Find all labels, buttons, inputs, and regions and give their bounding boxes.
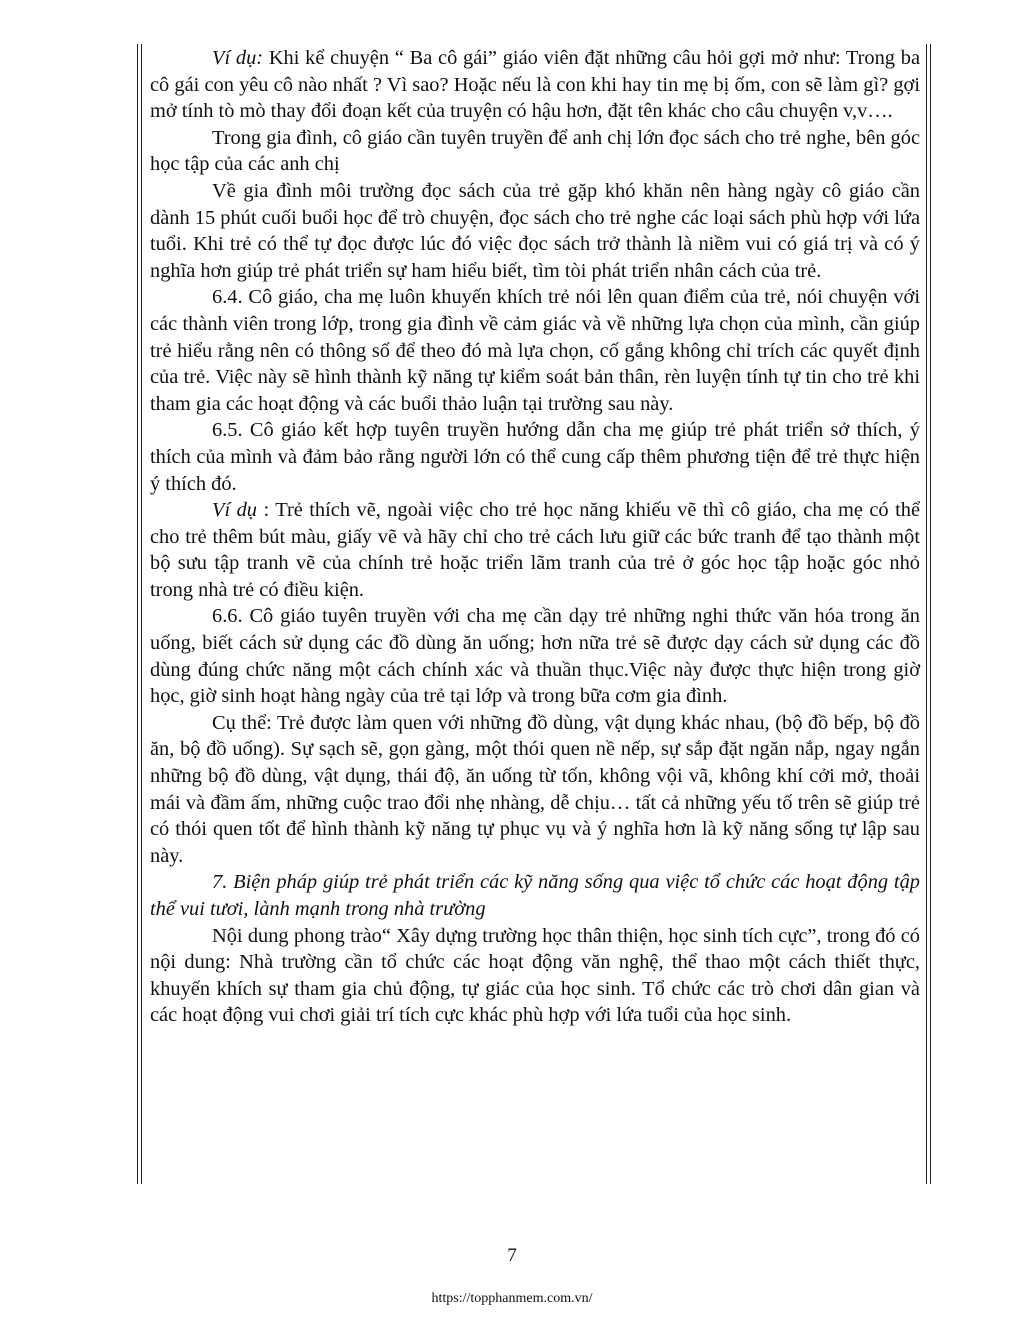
right-border-line [926, 44, 931, 1184]
paragraph-example-drawing [150, 497, 920, 603]
paragraph-6-5: 6.5. Cô giáo kết hợp tuyên truyền hướng dẫn cha mẹ giúp trẻ phát triển sở thích, ý thích của mình và đảm bảo rằng người lớn có thể cung cấp thêm phương tiện để trẻ thực hiện ý thích đó. [150, 419, 920, 495]
section-heading-7: 7. Biện pháp giúp trẻ phát triển các kỹ năng sống qua việc tổ chức các hoạt động tập thể vui tươi, lành mạnh trong nhà trường [150, 871, 920, 920]
document-body [150, 45, 920, 1029]
paragraph-specifics: Cụ thể: Trẻ được làm quen với những đồ dùng, vật dụng khác nhau, (bộ đồ bếp, bộ đồ ăn, bộ đồ uống). Sự sạch sẽ, gọn gàng, một thói quen nề nếp, sự sắp đặt ngăn nắp, ngay ngắn những bộ đồ dùng, vật dụng, thái độ, ăn uống từ tốn, không vội vã, không khí cởi mở, thoải mái và đầm ấm, những cuộc trao đổi nhẹ nhàng, dễ chịu… tất cả những yếu tố trên sẽ giúp trẻ có thói quen tốt để hình thành kỹ năng tự phục vụ và ý nghĩa hơn là kỹ năng sống tự lập sau này. [150, 711, 920, 867]
paragraph-family-reading: Trong gia đình, cô giáo cần tuyên truyền để anh chị lớn đọc sách cho trẻ nghe, bên góc học tập của các anh chị [150, 126, 920, 176]
paragraph-6-4: 6.4. Cô giáo, cha mẹ luôn khuyến khích trẻ nói lên quan điểm của trẻ, nói chuyện với các thành viên trong lớp, trong gia đình về cảm giác và về những lựa chọn của mình, cần giúp trẻ hiểu rằng nên có thông số để theo đó mà lựa chọn, cố gắng không chỉ trích các quyết định của trẻ. Việc này sẽ hình thành kỹ năng tự kiểm soát bản thân, rèn luyện tính tự tin cho trẻ khi tham gia các hoạt động và các buổi thảo luận tại trường sau này. [150, 286, 920, 415]
paragraph-text: Khi kể chuyện “ Ba cô gái” giáo viên đặt những câu hỏi gợi mở như: Trong ba cô gái con yêu cô nào nhất ? Vì sao? Hoặc nếu là con khi hay tin mẹ bị ốm, con sẽ làm gì? gợi mở tính tò mò thay đổi đoạn kết của truyện có hậu hơn, đặt tên khác cho câu chuyện v,v…. [150, 47, 920, 123]
paragraph-6-6: 6.6. Cô giáo tuyên truyền với cha mẹ cần dạy trẻ những nghi thức văn hóa trong ăn uống, biết cách sử dụng các đồ dùng ăn uống; hơn nữa trẻ sẽ được dạy cách sử dụng các đồ dùng đúng chức năng một cách chính xác và thuần thục.Việc này được thực hiện trong giờ học, giờ sinh hoạt hàng ngày của trẻ tại lớp và trong bữa cơm gia đình. [150, 605, 920, 708]
paragraph-movement: Nội dung phong trào“ Xây dựng trường học thân thiện, học sinh tích cực”, trong đó có nội dung: Nhà trường cần tổ chức các hoạt động văn nghệ, thể thao một cách thiết thực, khuyến khích sự tham gia chủ động, tự giác của học sinh. Tổ chức các trò chơi dân gian và các hoạt động vui chơi giải trí tích cực khác phù hợp với lứa tuổi của học sinh. [150, 924, 920, 1027]
example-label: Ví dụ: [212, 47, 264, 69]
paragraph-text: : Trẻ thích vẽ, ngoài việc cho trẻ học năng khiếu vẽ thì cô giáo, cha mẹ có thể cho trẻ thêm bút màu, giấy vẽ và hãy chỉ cho trẻ cách lưu giữ các bức tranh để tạo thành một bộ sưu tập tranh vẽ của chính trẻ hoặc triển lãm tranh của trẻ ở góc học tập hoặc góc nhỏ trong nhà trẻ có điều kiện. [150, 499, 920, 601]
paragraph-reading-environment: Về gia đình môi trường đọc sách của trẻ gặp khó khăn nên hàng ngày cô giáo cần dành 15 phút cuối buổi học để trò chuyện, đọc sách cho trẻ nghe các loại sách phù hợp với lứa tuổi. Khi trẻ có thể tự đọc được lúc đó việc đọc sách trở thành là niềm vui có giá trị và có ý nghĩa hơn giúp trẻ phát triển sự ham hiểu biết, tìm tòi phát triển nhân cách của trẻ. [150, 179, 920, 282]
page-number: 7 [507, 1245, 517, 1266]
left-border-line [137, 44, 142, 1184]
footer-url: https://topphanmem.com.vn/ [431, 1291, 593, 1306]
example-label: Ví dụ [212, 499, 257, 522]
paragraph-example-story [150, 45, 920, 125]
